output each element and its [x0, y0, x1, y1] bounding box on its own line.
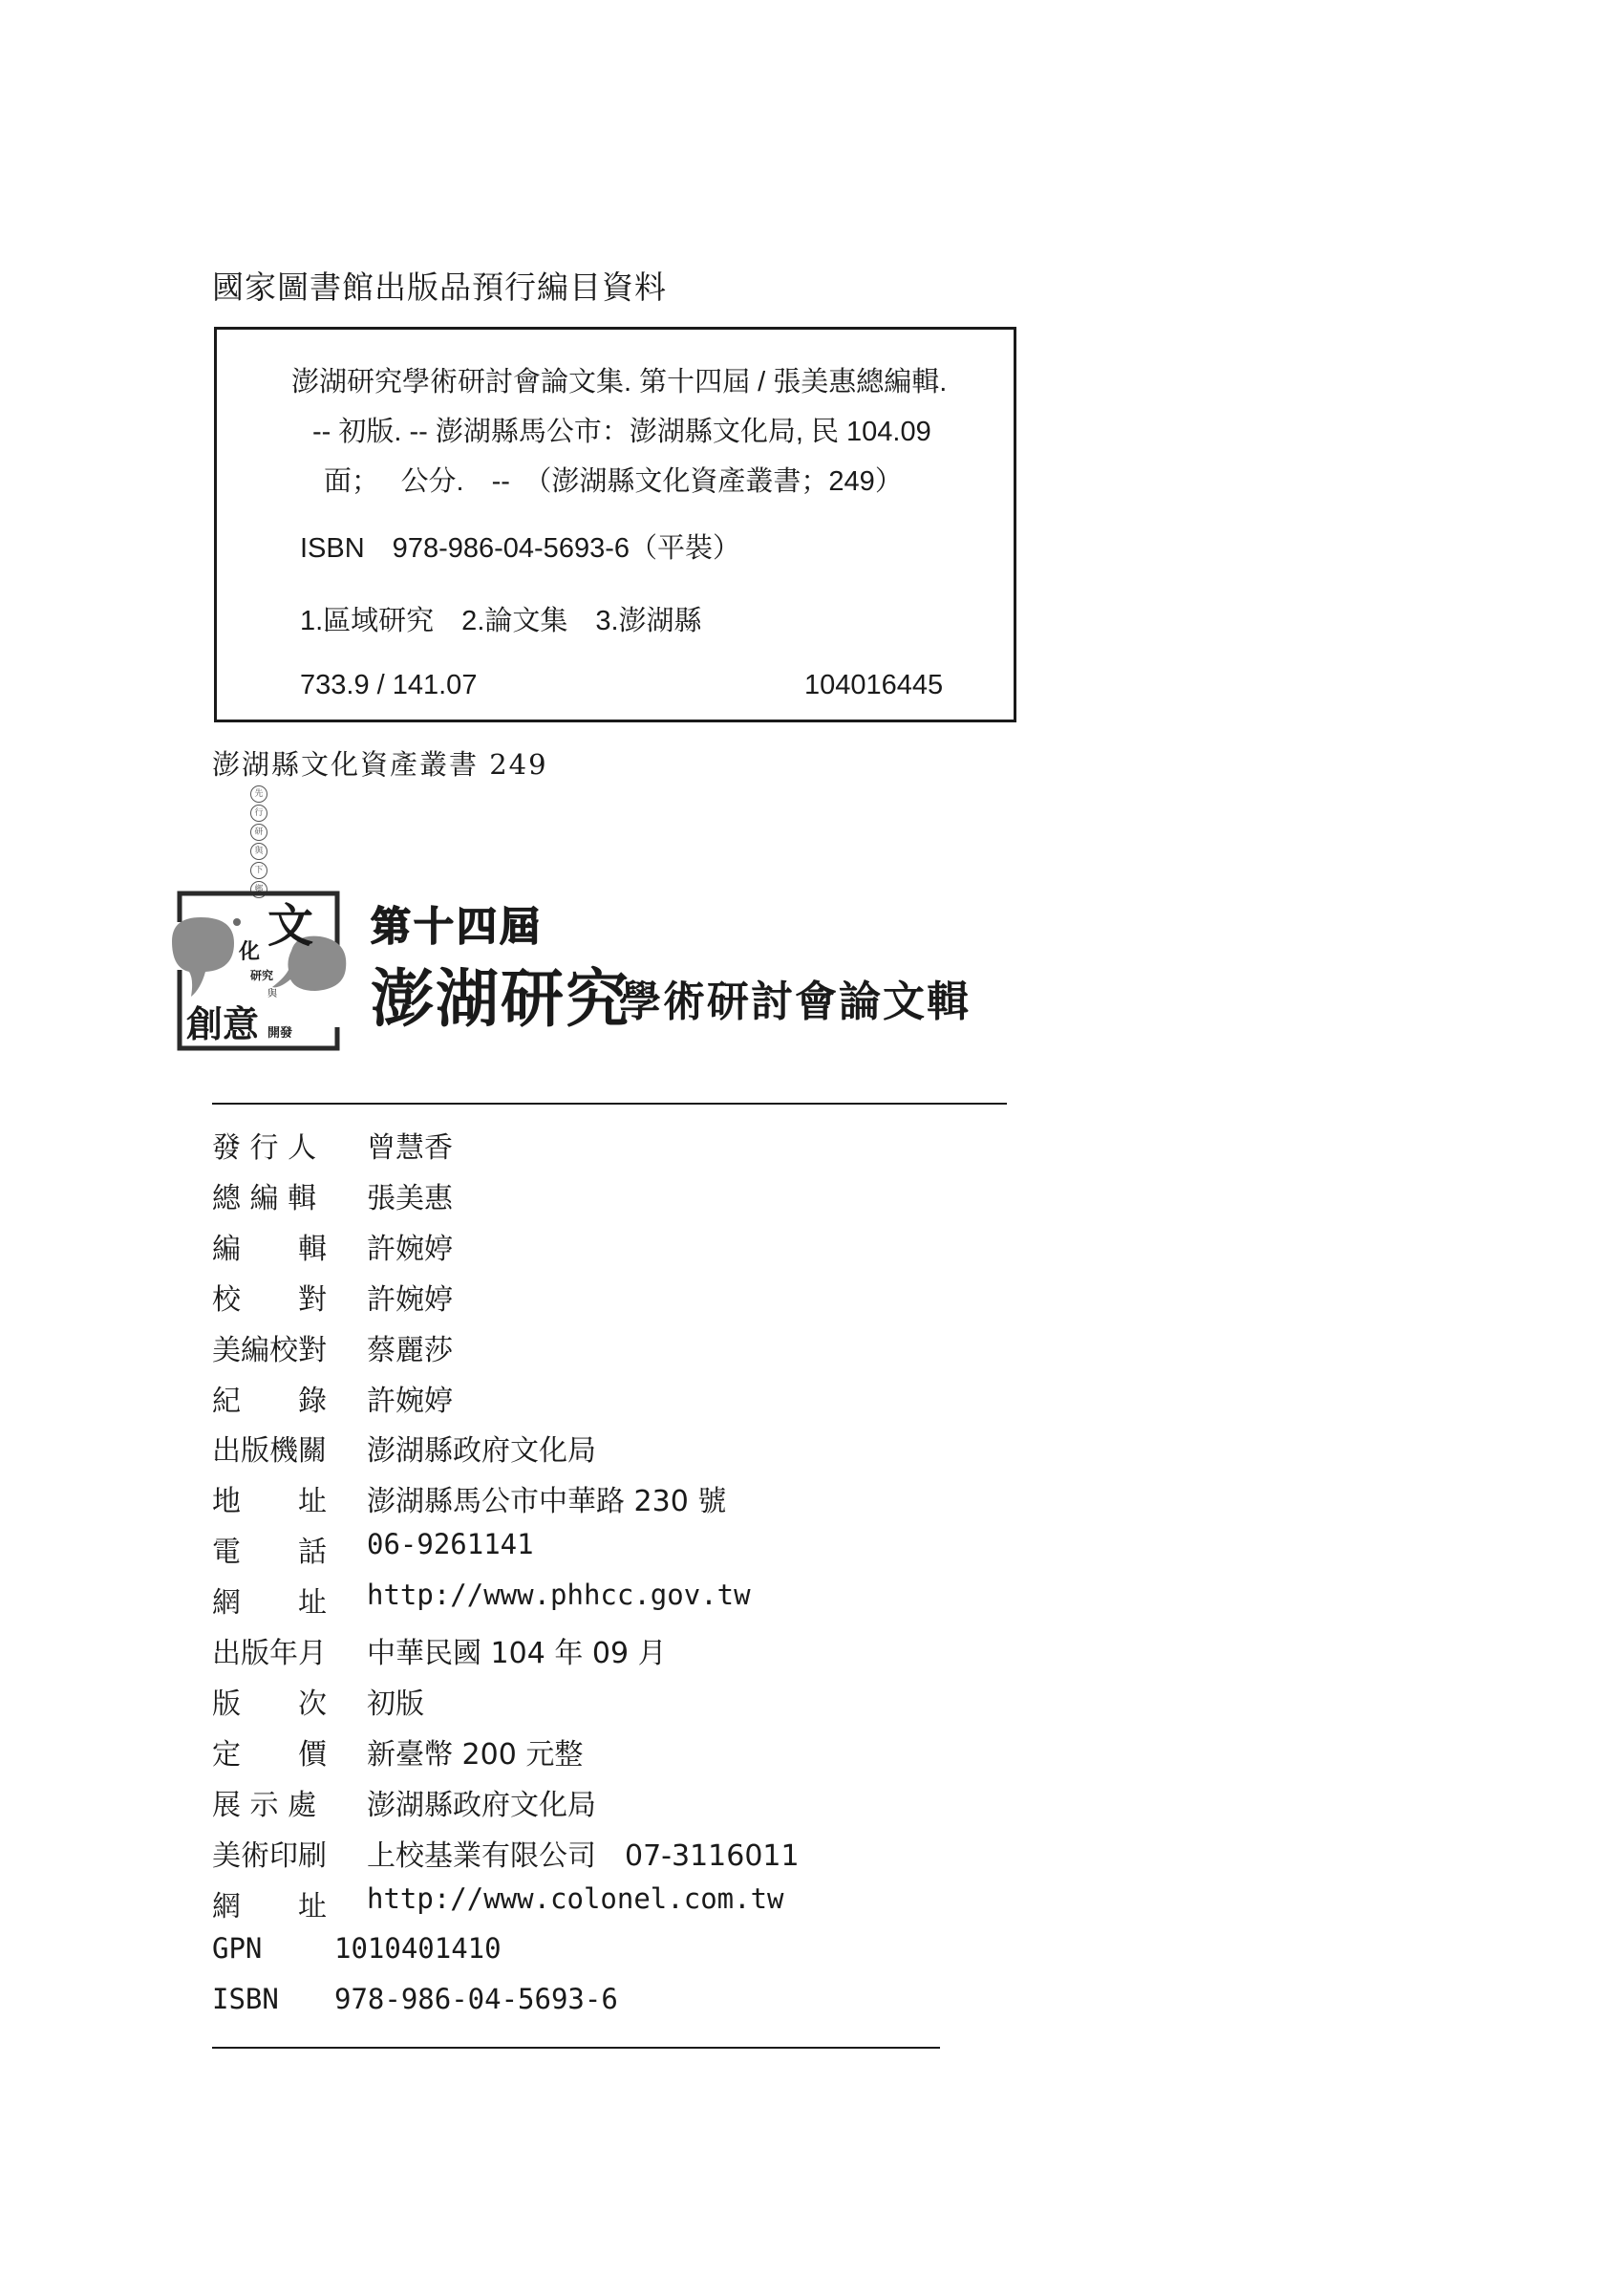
logo-dot	[233, 918, 241, 926]
colophon-value: 中華民國 104 年 09 月	[367, 1637, 667, 1670]
logo-char-hua: 化	[239, 939, 261, 964]
cip-isbn-line: ISBN 978-986-04-5693-6（平裝）	[300, 533, 740, 564]
colophon-bottom-rule	[212, 2047, 940, 2049]
colophon-value: 06-9261141	[367, 1528, 534, 1561]
colophon-label: 出版機關	[212, 1434, 327, 1469]
motto-char: 鄉	[250, 881, 267, 898]
colophon-value: 978-986-04-5693-6	[334, 1983, 618, 2016]
motto-char: 研	[250, 824, 267, 841]
colophon-value: 曾慧香	[367, 1131, 453, 1165]
colophon-label: 總 編 輯	[212, 1181, 317, 1215]
colophon-label: 地 址	[212, 1485, 327, 1519]
motto-char: 與	[250, 843, 267, 860]
colophon-label: ISBN	[212, 1983, 279, 2016]
colophon-value: 新臺幣 200 元整	[367, 1737, 584, 1772]
motto-char: 先	[250, 785, 267, 803]
colophon-label: 美編校對	[212, 1333, 327, 1367]
colophon-value: 張美惠	[367, 1181, 453, 1215]
logo-text-creative: 創意	[186, 1002, 260, 1045]
colophon-label: 展 示 處	[212, 1788, 317, 1822]
colophon-label: 網 址	[212, 1889, 327, 1923]
colophon-value: http://www.colonel.com.tw	[367, 1881, 784, 1915]
colophon-label: 編 輯	[212, 1232, 327, 1266]
colophon-label: 網 址	[212, 1586, 327, 1621]
colophon-label: 校 對	[212, 1282, 327, 1317]
colophon-label: GPN	[212, 1932, 263, 1966]
colophon-label: 版 次	[212, 1687, 327, 1721]
colophon-label: 美術印刷	[212, 1838, 327, 1873]
colophon-label: 定 價	[212, 1737, 327, 1772]
cip-imprint-line: -- 初版. -- 澎湖縣馬公市：澎湖縣文化局, 民 104.09	[312, 417, 931, 447]
cip-subjects-line: 1.區域研究 2.論文集 3.澎湖縣	[300, 606, 702, 636]
colophon-value: 蔡麗莎	[367, 1333, 453, 1367]
colophon-value: 1010401410	[334, 1932, 502, 1966]
colophon-value: 澎湖縣馬公市中華路 230 號	[367, 1485, 727, 1519]
logo-text-and: 與	[267, 989, 277, 999]
series-line: 澎湖縣文化資產叢書 249	[212, 748, 548, 781]
book-title-main: 澎湖研究	[371, 961, 630, 1036]
colophon-value: 初版	[367, 1687, 424, 1721]
edition-badge: 第十四屆	[371, 903, 544, 950]
book-title-sub: 學術研討會論文輯	[619, 978, 971, 1026]
motto-char: 下	[250, 862, 267, 879]
colophon-value: 許婉婷	[367, 1384, 453, 1418]
motto-char: 行	[250, 805, 267, 822]
colophon-value: 澎湖縣政府文化局	[367, 1788, 596, 1822]
colophon-value: http://www.phhcc.gov.tw	[367, 1579, 751, 1612]
cip-record-box	[214, 327, 1016, 722]
cip-heading: 國家圖書館出版品預行編目資料	[212, 269, 667, 306]
colophon-label: 紀 錄	[212, 1384, 327, 1418]
colophon-label: 電 話	[212, 1536, 327, 1570]
colophon-value: 許婉婷	[367, 1282, 453, 1317]
logo-char-wen: 文	[267, 899, 314, 953]
culture-logo	[162, 850, 353, 1089]
colophon-value: 許婉婷	[367, 1232, 453, 1266]
colophon-top-rule	[212, 1103, 1007, 1105]
logo-text-develop: 開發	[267, 1026, 293, 1041]
cip-title-line: 澎湖研究學術研討會論文集. 第十四屆 / 張美惠總編輯.	[291, 367, 948, 398]
colophon-label: 發 行 人	[212, 1131, 317, 1165]
logo-text-research: 研究	[250, 969, 274, 982]
colophon-value: 上校基業有限公司 07-3116011	[367, 1838, 800, 1873]
colophon-label: 出版年月	[212, 1637, 327, 1670]
cip-record-number: 104016445	[804, 670, 944, 700]
colophon-value: 澎湖縣政府文化局	[367, 1434, 596, 1469]
cip-physical-line: 面； 公分. -- （澎湖縣文化資產叢書；249）	[324, 466, 903, 497]
cip-classification: 733.9 / 141.07	[300, 670, 478, 700]
